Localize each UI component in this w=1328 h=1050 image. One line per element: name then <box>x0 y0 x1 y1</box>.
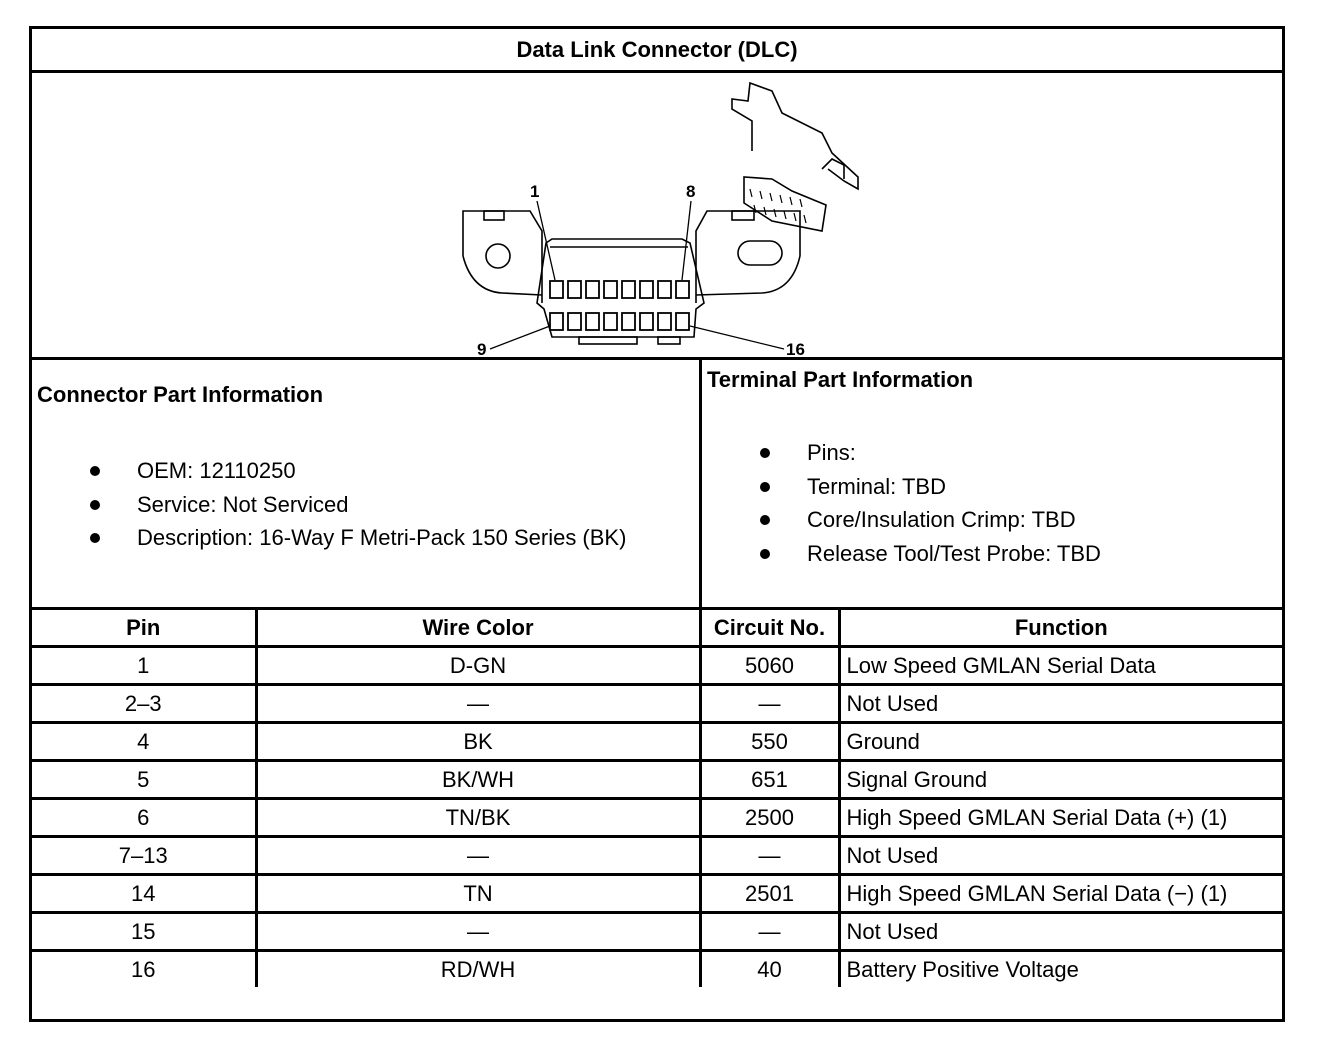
header-function: Function <box>839 610 1282 647</box>
connector-sheet <box>29 26 1285 1022</box>
cell-circuit-no: 2500 <box>700 799 839 837</box>
bullet-icon <box>760 482 770 492</box>
cell-circuit-no: — <box>700 685 839 723</box>
cell-pin: 5 <box>32 761 256 799</box>
bullet-icon <box>760 515 770 525</box>
pin-row-top <box>550 281 689 298</box>
cell-wire-color: TN/BK <box>256 799 700 837</box>
cell-circuit-no: 40 <box>700 951 839 988</box>
table-header-row <box>32 610 1282 647</box>
cell-wire-color: BK <box>256 723 700 761</box>
cell-wire-color: — <box>256 913 700 951</box>
connector-part-info: Connector Part Information OEM: 12110250 Service: Not Serviced Description: 16-Way F Metri-Pack 150 Series (BK) <box>32 360 702 607</box>
cell-function: Battery Positive Voltage <box>839 951 1282 988</box>
cell-circuit-no: 5060 <box>700 647 839 685</box>
table-row <box>32 875 1282 913</box>
cell-wire-color: — <box>256 837 700 875</box>
cell-wire-color: D-GN <box>256 647 700 685</box>
cell-pin: 15 <box>32 913 256 951</box>
cell-circuit-no: — <box>700 837 839 875</box>
table-row <box>32 647 1282 685</box>
terminal-part-info: Terminal Part Information Pins: Terminal: TBD Core/Insulation Crimp: TBD Release Tool/Test Probe: TBD <box>707 367 1101 566</box>
header-pin: Pin <box>32 610 256 647</box>
table-row <box>32 685 1282 723</box>
pin-table <box>32 610 1282 987</box>
connector-info-heading: Connector Part Information <box>37 382 324 407</box>
header-wire-color: Wire Color <box>256 610 700 647</box>
leader-pin-16 <box>690 326 784 349</box>
callout-pin-9: 9 <box>477 340 487 357</box>
left-clip <box>484 211 504 220</box>
cell-pin: 6 <box>32 799 256 837</box>
dlc-connector-illustration <box>32 73 1282 357</box>
cell-function: Signal Ground <box>839 761 1282 799</box>
right-mount-slot <box>738 241 782 265</box>
connector-figure <box>32 73 1282 360</box>
cell-circuit-no: — <box>700 913 839 951</box>
cell-function: High Speed GMLAN Serial Data (−) (1) <box>839 875 1282 913</box>
cell-function: Not Used <box>839 913 1282 951</box>
cell-wire-color: BK/WH <box>256 761 700 799</box>
sheet-title: Data Link Connector (DLC) <box>32 29 1282 73</box>
leader-pin-1 <box>537 201 555 280</box>
table-row <box>32 951 1282 988</box>
cell-function: Ground <box>839 723 1282 761</box>
table-row <box>32 799 1282 837</box>
part-information <box>32 360 1282 610</box>
right-flange-outline <box>696 211 800 303</box>
cell-pin: 16 <box>32 951 256 988</box>
table-row <box>32 913 1282 951</box>
table-row <box>32 837 1282 875</box>
cell-function: High Speed GMLAN Serial Data (+) (1) <box>839 799 1282 837</box>
callout-pin-8: 8 <box>686 182 696 201</box>
callout-pin-1: 1 <box>530 182 540 201</box>
cell-function: Not Used <box>839 837 1282 875</box>
cell-wire-color: — <box>256 685 700 723</box>
bullet-icon <box>90 533 100 543</box>
leader-pin-9 <box>490 326 550 349</box>
right-clip <box>732 211 754 220</box>
cell-pin: 2–3 <box>32 685 256 723</box>
left-mount-hole <box>486 244 510 268</box>
cell-wire-color: TN <box>256 875 700 913</box>
bullet-icon <box>760 549 770 559</box>
pin-row-bottom <box>550 313 689 330</box>
cell-wire-color: RD/WH <box>256 951 700 988</box>
cell-pin: 14 <box>32 875 256 913</box>
callout-pin-16: 16 <box>786 340 805 357</box>
cell-pin: 1 <box>32 647 256 685</box>
bullet-icon <box>90 466 100 476</box>
left-flange-outline <box>463 211 542 303</box>
cell-circuit-no: 2501 <box>700 875 839 913</box>
cell-function: Not Used <box>839 685 1282 723</box>
table-row <box>32 723 1282 761</box>
header-circuit-no: Circuit No. <box>700 610 839 647</box>
cell-function: Low Speed GMLAN Serial Data <box>839 647 1282 685</box>
terminal-info-heading: Terminal Part Information <box>707 367 974 392</box>
cell-pin: 7–13 <box>32 837 256 875</box>
table-row <box>32 761 1282 799</box>
connector-body <box>537 239 704 337</box>
cell-circuit-no: 550 <box>700 723 839 761</box>
cell-circuit-no: 651 <box>700 761 839 799</box>
bullet-icon <box>90 500 100 510</box>
cell-pin: 4 <box>32 723 256 761</box>
bullet-icon <box>760 448 770 458</box>
